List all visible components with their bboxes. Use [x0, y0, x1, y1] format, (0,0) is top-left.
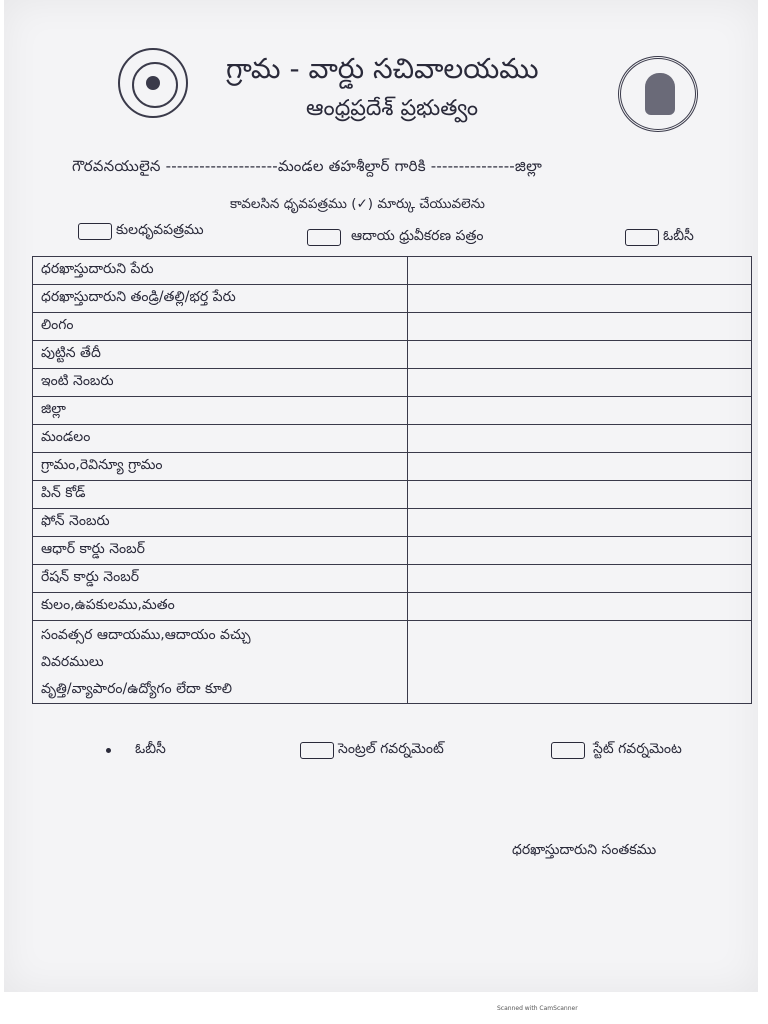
row-value-field[interactable] [408, 509, 752, 537]
row-label: పిన్ కోడ్ [33, 481, 408, 509]
table-row [33, 453, 752, 481]
row-value-field[interactable] [408, 257, 752, 285]
table-row [33, 397, 752, 425]
row-label: ఆధార్ కార్డు నెంబర్ [33, 537, 408, 565]
row-label: మండలం [33, 425, 408, 453]
income-details-field[interactable] [408, 621, 752, 704]
checkbox[interactable] [625, 229, 659, 246]
row-label: కులం,ఉపకులము,మతం [33, 593, 408, 621]
row-value-field[interactable] [408, 341, 752, 369]
row-label: ధరఖాస్తుదారుని తండ్రి/తల్లి/భర్త పేరు [33, 285, 408, 313]
row-value-field[interactable] [408, 425, 752, 453]
option-caste-certificate[interactable] [78, 222, 204, 241]
income-line-1: సంవత్సర ఆదాయము,ఆదాయం వచ్చు [41, 626, 251, 643]
row-label: గ్రామం,రెవిన్యూ గ్రామం [33, 453, 408, 481]
income-line-2: వివరములు [41, 653, 104, 670]
row-label: ఇంటి నెంబరు [33, 369, 408, 397]
obc-label: ఓబీసీ [135, 741, 166, 757]
checkbox[interactable] [551, 742, 585, 759]
bottom-obc-item [106, 741, 166, 760]
checkbox[interactable] [307, 229, 341, 246]
row-value-field[interactable] [408, 453, 752, 481]
income-line-3: వృత్తి/వ్యాపారం/ఉద్యోగం లేదా కూలి [41, 680, 232, 697]
checkbox[interactable] [300, 742, 334, 759]
bullet-icon [106, 748, 111, 753]
table-row [33, 425, 752, 453]
address-line: గౌరవనయులైన --------------------మండల తహశీల్దార్ గారికి ---------------జిల్లా [72, 157, 542, 175]
option-label: ఓబీసీ [663, 228, 694, 244]
row-label: ధరఖాస్తుదారుని పేరు [33, 257, 408, 285]
row-value-field[interactable] [408, 481, 752, 509]
row-value-field[interactable] [408, 285, 752, 313]
table-row [33, 369, 752, 397]
table-row [33, 593, 752, 621]
row-label: లింగం [33, 313, 408, 341]
instruction-text: కావలసిన ధృవపత్రము (✓) మార్కు చేయువలెను [230, 196, 485, 212]
table-row [33, 509, 752, 537]
row-label: ఫోన్ నెంబరు [33, 509, 408, 537]
table-row [33, 537, 752, 565]
photo-seal [618, 56, 698, 132]
government-emblem-seal [118, 48, 188, 118]
row-value-field[interactable] [408, 313, 752, 341]
option-label: ఆదాయ ధ్రువీకరణ పత్రం [351, 228, 484, 244]
option-label: కులధృవపత్రము [116, 222, 204, 238]
row-label: పుట్టిన తేదీ [33, 341, 408, 369]
row-value-field[interactable] [408, 369, 752, 397]
applicant-signature-label: ధరఖాస్తుదారుని సంతకము [512, 842, 657, 858]
row-value-field[interactable] [408, 397, 752, 425]
income-details-label [33, 621, 408, 704]
row-value-field[interactable] [408, 593, 752, 621]
checkbox[interactable] [78, 223, 112, 240]
table-row [33, 285, 752, 313]
row-value-field[interactable] [408, 537, 752, 565]
table-row [33, 341, 752, 369]
option-obc[interactable] [625, 228, 694, 247]
form-subtitle: ఆంధ్రప్రదేశ్ ప్రభుత్వం [306, 96, 479, 121]
state-government-option[interactable] [551, 741, 682, 760]
table-row [33, 565, 752, 593]
option-income-certificate[interactable] [307, 228, 483, 247]
central-government-label: సెంట్రల్ గవర్నమెంట్ [338, 741, 444, 757]
central-government-option[interactable] [300, 741, 444, 760]
table-row [33, 621, 752, 704]
state-government-label: స్టేట్ గవర్నమెంట [593, 741, 682, 757]
scanner-watermark: Scanned with CamScanner [497, 1005, 578, 1012]
applicant-details-table [32, 256, 752, 704]
row-value-field[interactable] [408, 565, 752, 593]
table-row [33, 257, 752, 285]
table-row [33, 313, 752, 341]
table-row [33, 481, 752, 509]
row-label: రేషన్ కార్డు నెంబర్ [33, 565, 408, 593]
row-label: జిల్లా [33, 397, 408, 425]
form-title: గ్రామ - వార్డు సచివాలయము [226, 52, 539, 85]
